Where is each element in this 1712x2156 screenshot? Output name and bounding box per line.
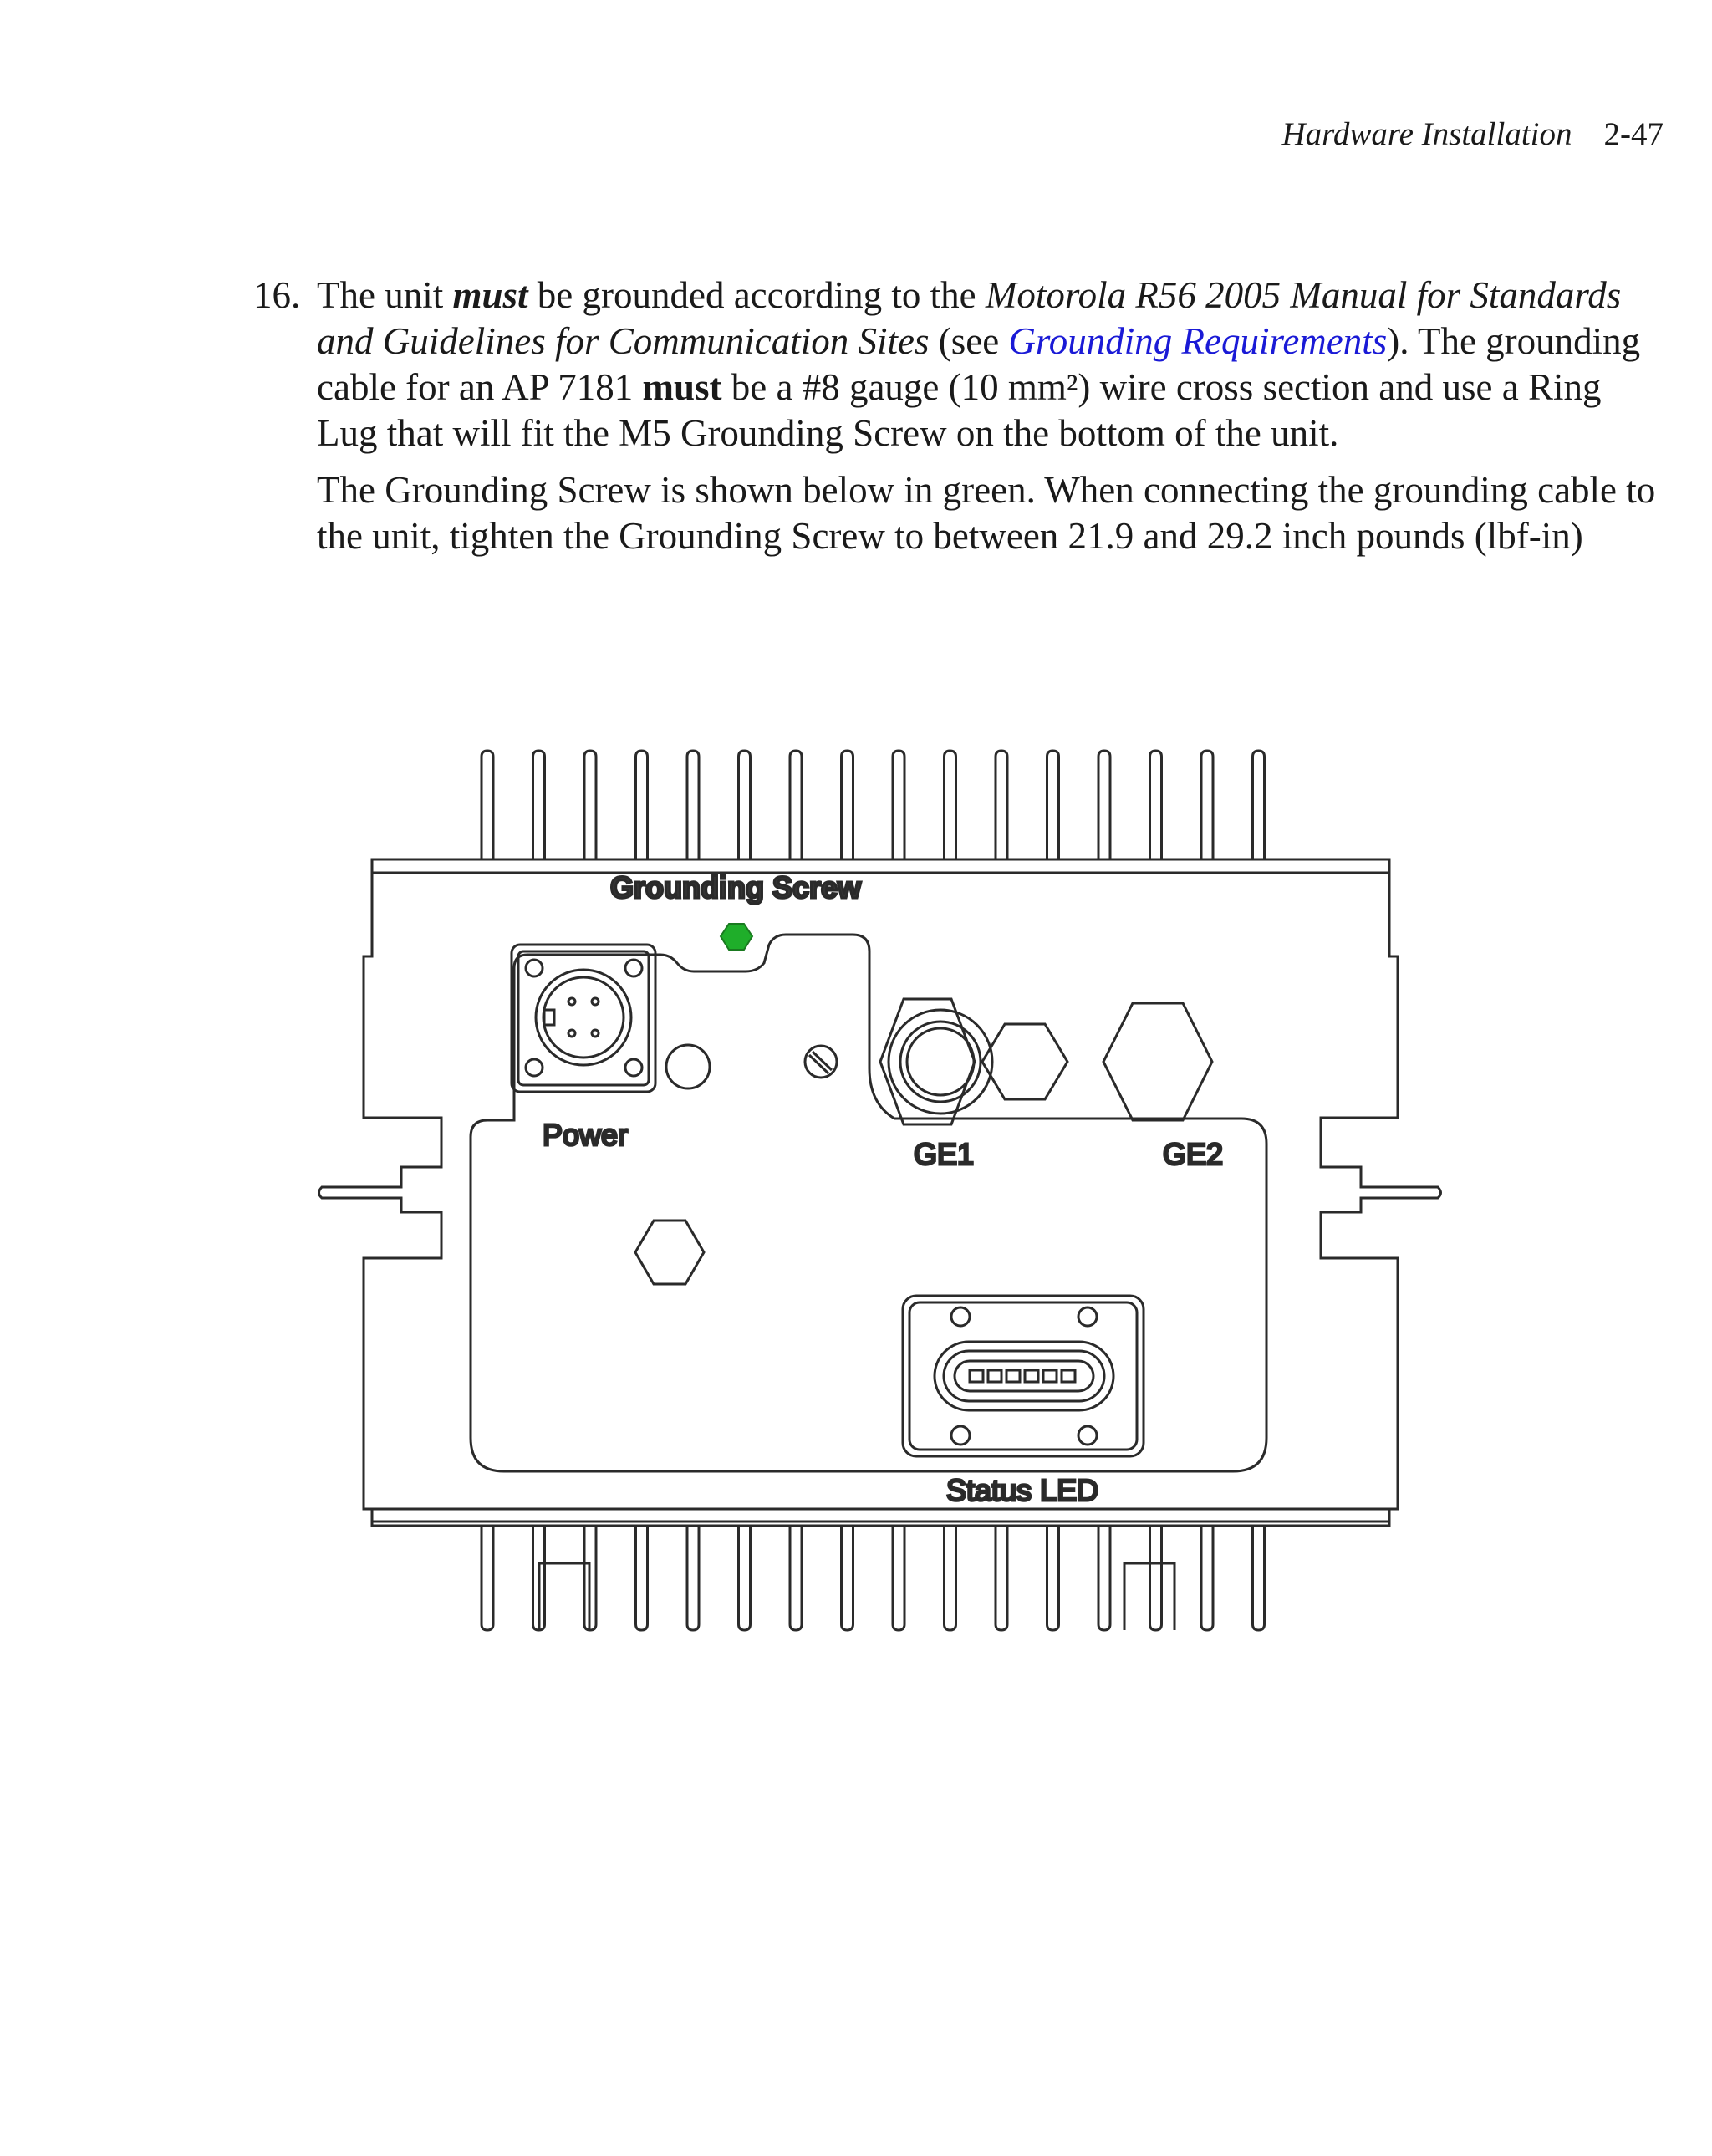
cooling-fin — [482, 1526, 493, 1630]
mounting-bracket — [539, 1563, 589, 1630]
cooling-fin — [945, 751, 956, 859]
cooling-fin — [1253, 1526, 1265, 1630]
led-cell — [988, 1370, 1001, 1382]
round-port — [666, 1045, 710, 1088]
inner-panel — [471, 935, 1266, 1471]
status-led — [903, 1296, 1144, 1456]
cooling-fin — [842, 1526, 853, 1630]
led-cell — [970, 1370, 983, 1382]
label-power: Power — [543, 1118, 629, 1152]
led-cell — [1006, 1370, 1020, 1382]
text-segment: ). The grounding cable for an AP 7181 — [317, 320, 1641, 408]
slotted-screw — [805, 1046, 837, 1078]
cooling-fin — [1150, 751, 1162, 859]
step-body — [317, 273, 1671, 559]
step-paragraph-2: The Grounding Screw is shown below in green. When connecting the grounding cable to the unit, tighten the Grounding Screw to between 21.9 and 29.2 inch pounds (lbf-in) — [317, 469, 1656, 557]
manual-title: Motorola R56 2005 Manual for Standards and Guidelines for Communication Sites — [317, 274, 1622, 362]
step-paragraph-1 — [317, 273, 1671, 456]
power-connector — [512, 945, 655, 1092]
cooling-fin — [893, 1526, 904, 1630]
cooling-fin — [1150, 1526, 1162, 1630]
cooling-fin — [996, 751, 1007, 859]
text-segment: The unit — [317, 274, 453, 316]
label-ge2: GE2 — [1163, 1137, 1224, 1171]
top-fins — [482, 751, 1265, 859]
cooling-fin — [1098, 751, 1110, 859]
led-cell — [1025, 1370, 1038, 1382]
ap7181-bottom-diagram — [318, 736, 1446, 1647]
cooling-fin — [687, 751, 699, 859]
text-segment: (see — [929, 320, 1009, 362]
cooling-fin — [893, 751, 904, 859]
ge2-port — [1103, 1003, 1212, 1120]
cooling-fin — [1253, 751, 1265, 859]
cooling-fin — [584, 751, 596, 859]
cooling-fin — [739, 751, 751, 859]
housing — [319, 859, 1441, 1526]
cooling-fin — [1047, 1526, 1059, 1630]
grounding-screw — [721, 924, 752, 950]
hex-port — [982, 1024, 1067, 1099]
text-segment: be a #8 gauge (10 mm²) wire cross section and use a Ring Lug that will fit the M5 Grounding Screw on the bottom of the unit. — [317, 366, 1602, 454]
bottom-fins — [482, 1526, 1265, 1630]
led-cell — [1062, 1370, 1075, 1382]
cooling-fin — [790, 751, 802, 859]
cooling-fin — [842, 751, 853, 859]
ge1-port — [880, 999, 992, 1124]
cooling-fin — [945, 1526, 956, 1630]
cooling-fin — [482, 751, 493, 859]
cooling-fin — [739, 1526, 751, 1630]
cooling-fin — [790, 1526, 802, 1630]
unit-drawing — [318, 736, 1446, 1647]
emphasis-must-bold: must — [642, 366, 722, 408]
cooling-fin — [533, 751, 545, 859]
lower-hex — [635, 1221, 704, 1284]
cooling-fin — [1047, 751, 1059, 859]
label-ge1: GE1 — [914, 1137, 975, 1171]
header-page-number: 2-47 — [1603, 116, 1664, 152]
grounding-requirements-link[interactable]: Grounding Requirements — [1008, 320, 1388, 362]
step-number: 16. — [253, 274, 301, 316]
cooling-fin — [1201, 751, 1213, 859]
text-segment: be grounded according to the — [527, 274, 986, 316]
cooling-fin — [996, 1526, 1007, 1630]
page-header — [1281, 115, 1664, 154]
cooling-fin — [1201, 1526, 1213, 1630]
cooling-fin — [636, 1526, 648, 1630]
cooling-fin — [687, 1526, 699, 1630]
cooling-fin — [636, 751, 648, 859]
emphasis-must: must — [452, 274, 528, 316]
led-cell — [1043, 1370, 1057, 1382]
cooling-fin — [1098, 1526, 1110, 1630]
label-status-led: Status LED — [946, 1473, 1099, 1507]
header-section-title: Hardware Installation — [1281, 116, 1572, 152]
label-grounding-screw: Grounding Screw — [610, 870, 862, 905]
